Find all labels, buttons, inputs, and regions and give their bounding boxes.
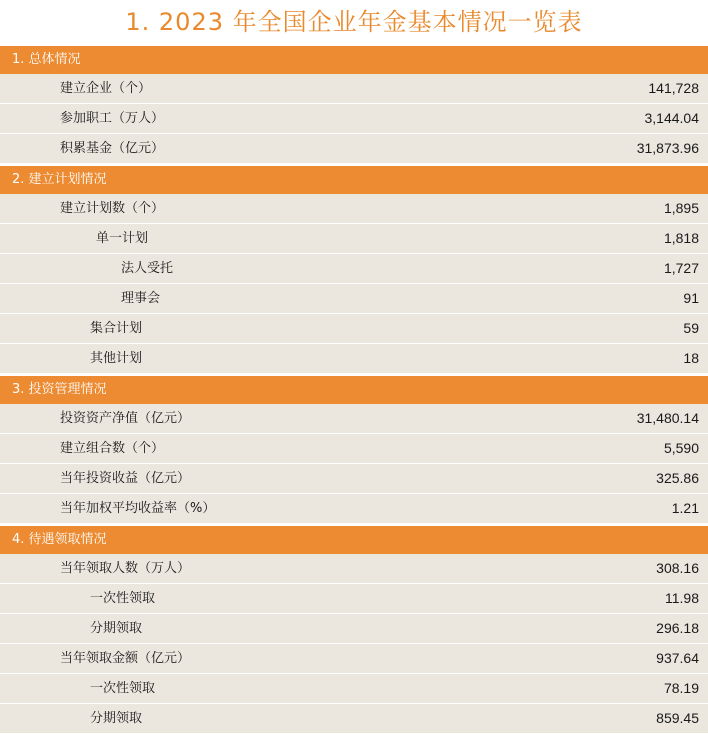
- table-row: [0, 104, 708, 134]
- row-label: 建立计划数（个）: [60, 201, 165, 216]
- row-value: 141,728: [648, 80, 699, 96]
- row-value: 1.21: [671, 500, 699, 516]
- page-title: 1. 2023 年全国企业年金基本情况一览表: [125, 8, 583, 36]
- row-label: 当年领取金额（亿元）: [60, 651, 191, 666]
- table-row: [0, 344, 708, 374]
- section-header-overall: 1. 总体情况: [0, 44, 708, 74]
- row-label: 理事会: [121, 291, 161, 306]
- row-value: 859.45: [656, 710, 699, 726]
- row-label: 单一计划: [96, 231, 149, 246]
- row-value: 308.16: [656, 560, 699, 576]
- table-row: [0, 554, 708, 584]
- row-value: 325.86: [656, 470, 699, 486]
- row-value: 1,818: [663, 230, 699, 246]
- table-row: [0, 284, 708, 314]
- table-row: [0, 704, 708, 734]
- row-value: 3,144.04: [644, 110, 699, 126]
- row-label: 当年领取人数（万人）: [60, 561, 191, 576]
- row-label: 参加职工（万人）: [60, 111, 165, 126]
- row-label: 积累基金（亿元）: [60, 141, 165, 156]
- table-row: [0, 464, 708, 494]
- section-header-plans: 2. 建立计划情况: [0, 164, 708, 194]
- row-value: 5,590: [663, 440, 699, 456]
- row-value: 18: [683, 350, 699, 366]
- table-row: [0, 434, 708, 464]
- table-row: [0, 644, 708, 674]
- row-value: 91: [683, 290, 699, 306]
- row-label: 建立组合数（个）: [60, 441, 165, 456]
- table-row: [0, 74, 708, 104]
- row-label: 集合计划: [90, 321, 143, 336]
- row-label: 其他计划: [90, 351, 143, 366]
- table-row: [0, 194, 708, 224]
- table-row: [0, 584, 708, 614]
- row-value: 78.19: [663, 680, 699, 696]
- row-value: 1,727: [663, 260, 699, 276]
- row-value: 31,873.96: [636, 140, 699, 156]
- table-row: [0, 134, 708, 164]
- table-row: [0, 254, 708, 284]
- row-label: 一次性领取: [90, 591, 156, 606]
- row-value: 31,480.14: [636, 410, 699, 426]
- row-value: 11.98: [665, 590, 699, 606]
- summary-table: [0, 44, 708, 734]
- row-value: 1,895: [663, 200, 699, 216]
- row-label: 当年加权平均收益率（%）: [60, 501, 216, 516]
- row-label: 建立企业（个）: [60, 81, 152, 96]
- row-label: 分期领取: [90, 711, 143, 726]
- row-label: 分期领取: [90, 621, 143, 636]
- section-header-benefits: 4. 待遇领取情况: [0, 524, 708, 554]
- row-label: 当年投资收益（亿元）: [60, 471, 191, 486]
- table-row: [0, 314, 708, 344]
- row-label: 一次性领取: [90, 681, 156, 696]
- table-row: [0, 404, 708, 434]
- row-value: 937.64: [656, 650, 699, 666]
- row-label: 投资资产净值（亿元）: [60, 411, 191, 426]
- row-label: 法人受托: [121, 261, 174, 276]
- row-value: 296.18: [656, 620, 699, 636]
- table-row: [0, 674, 708, 704]
- table-row: [0, 614, 708, 644]
- table-row: [0, 494, 708, 524]
- row-value: 59: [683, 320, 699, 336]
- section-header-investment: 3. 投资管理情况: [0, 374, 708, 404]
- table-row: [0, 224, 708, 254]
